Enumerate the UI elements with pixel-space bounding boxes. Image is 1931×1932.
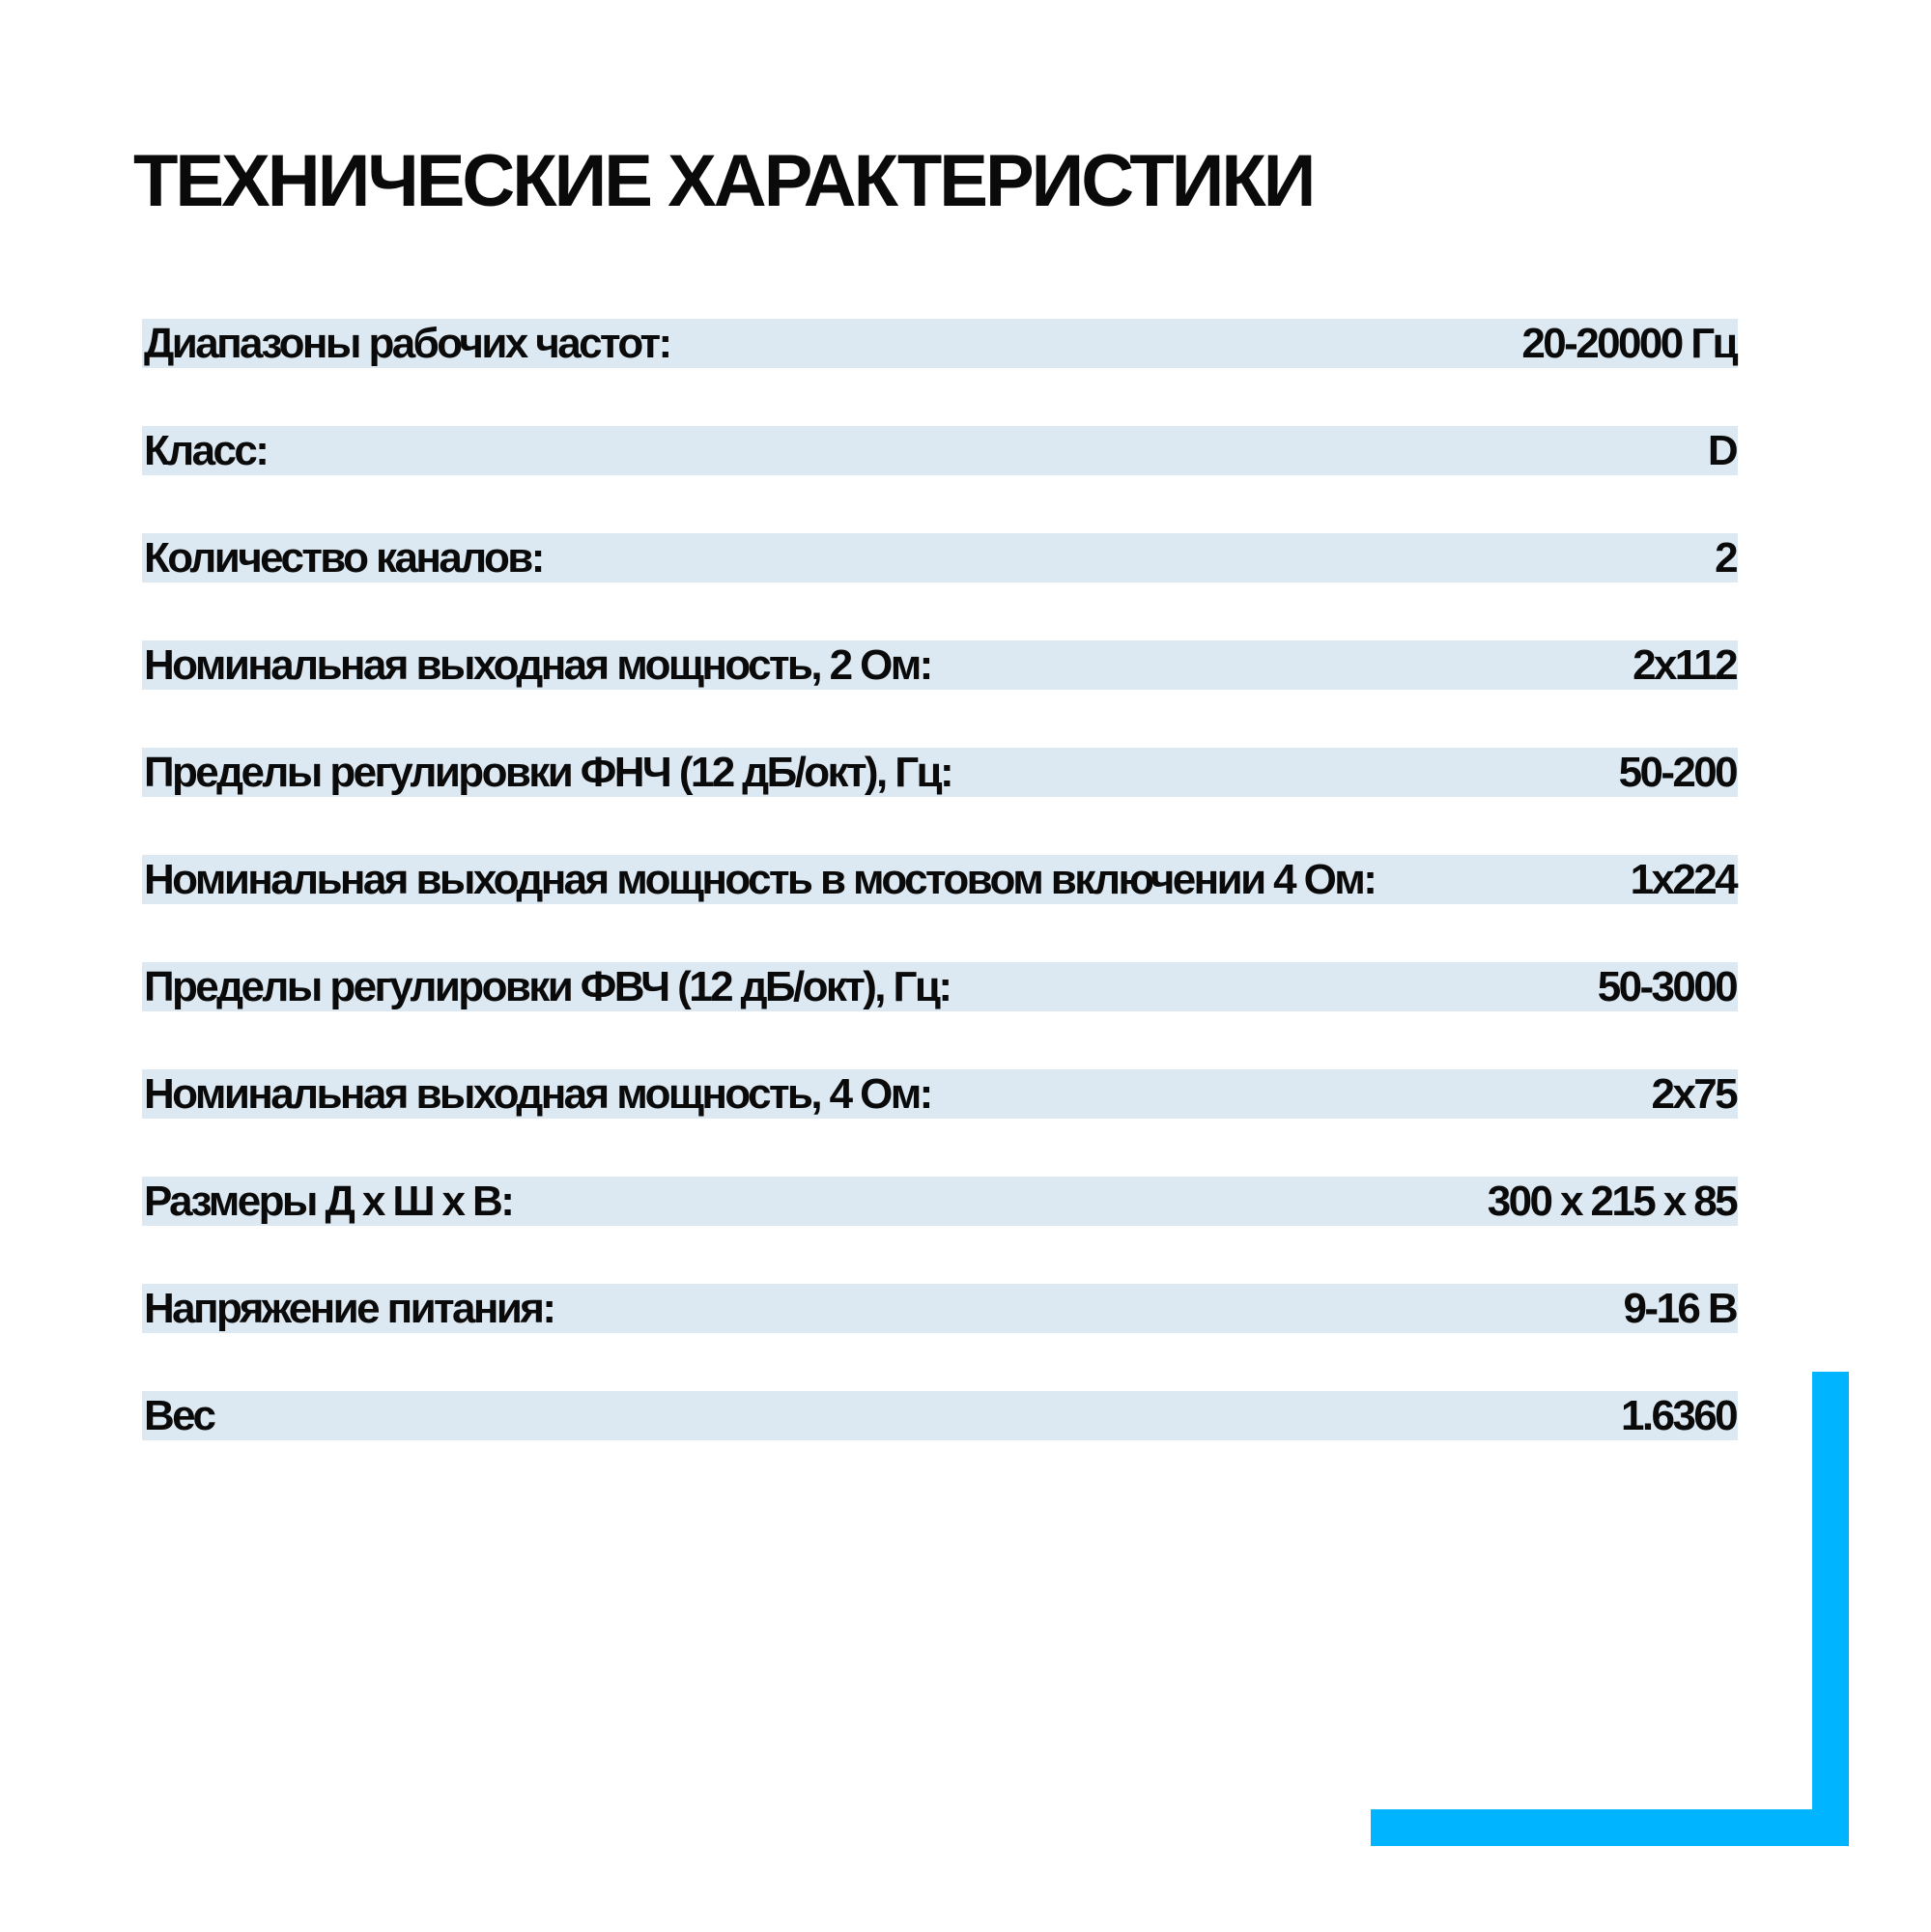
- spec-value: 2x112: [1633, 640, 1736, 689]
- spec-row-power-2-ohm: [142, 640, 1738, 690]
- spec-label: Напряжение питания:: [144, 1284, 554, 1332]
- spec-label: Номинальная выходная мощность в мостовом включении 4 Ом:: [144, 855, 1376, 903]
- spec-row-dimensions: [142, 1177, 1738, 1226]
- spec-row-frequency-range: [142, 319, 1738, 368]
- spec-label: Пределы регулировки ФНЧ (12 дБ/окт), Гц:: [144, 748, 952, 796]
- spec-value: 50-200: [1618, 748, 1736, 796]
- spec-row-channel-count: [142, 533, 1738, 582]
- spec-label: Диапазоны рабочих частот:: [144, 319, 670, 367]
- spec-row-supply-voltage: [142, 1284, 1738, 1333]
- spec-label: Вес: [144, 1391, 214, 1439]
- spec-value: 2: [1715, 533, 1736, 582]
- spec-label: Класс:: [144, 426, 268, 474]
- spec-row-hpf-range: [142, 962, 1738, 1011]
- spec-list: [142, 319, 1738, 1440]
- spec-row-bridged-power-4-ohm: [142, 855, 1738, 904]
- spec-label: Пределы регулировки ФВЧ (12 дБ/окт), Гц:: [144, 962, 951, 1010]
- spec-value: 300 x 215 x 85: [1487, 1177, 1736, 1225]
- corner-accent-vertical-bar: [1812, 1372, 1849, 1846]
- spec-value: 9-16 В: [1623, 1284, 1736, 1332]
- spec-value: D: [1707, 426, 1736, 474]
- spec-label: Количество каналов:: [144, 533, 543, 582]
- spec-value: 20-20000 Гц: [1521, 319, 1736, 367]
- page-title: ТЕХНИЧЕСКИЕ ХАРАКТЕРИСТИКИ: [133, 140, 1314, 222]
- spec-value: 1x224: [1630, 855, 1736, 903]
- spec-value: 50-3000: [1597, 962, 1736, 1010]
- spec-label: Номинальная выходная мощность, 4 Ом:: [144, 1069, 931, 1118]
- spec-row-power-4-ohm: [142, 1069, 1738, 1119]
- corner-accent-horizontal-bar: [1371, 1809, 1849, 1846]
- spec-row-class: [142, 426, 1738, 475]
- spec-value: 2x75: [1651, 1069, 1736, 1118]
- spec-label: Размеры Д х Ш х В:: [144, 1177, 513, 1225]
- spec-value: 1.6360: [1621, 1391, 1736, 1439]
- spec-label: Номинальная выходная мощность, 2 Ом:: [144, 640, 931, 689]
- spec-row-lpf-range: [142, 748, 1738, 797]
- spec-row-weight: [142, 1391, 1738, 1440]
